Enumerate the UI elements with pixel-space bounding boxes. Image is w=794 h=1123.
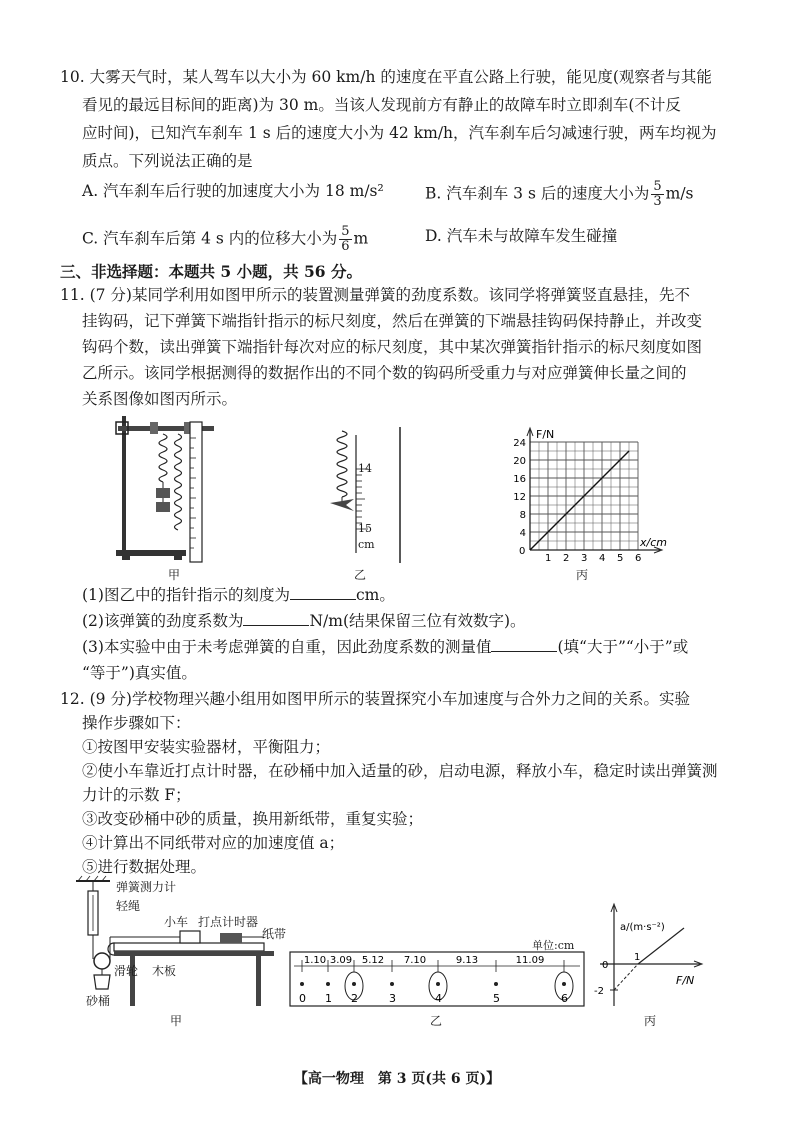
- q11-caption-jia: 甲: [168, 568, 181, 582]
- q10-line-3: 应时间)，已知汽车刹车 1 s 后的速度大小为 42 km/h，汽车刹车后匀减速行驶，两车均视为: [82, 124, 717, 142]
- q11-caption-bing: 丙: [576, 568, 589, 582]
- q12-label-tape: 纸带: [262, 927, 287, 941]
- y-tick-label: 16: [513, 474, 526, 485]
- tape-point-label: 5: [493, 992, 500, 1005]
- q11-line-4: 乙所示。该同学根据测得的数据作出的不同个数的钩码所受重力与对应弹簧伸长量之间的: [82, 364, 687, 382]
- tape-point-label: 0: [299, 992, 306, 1005]
- tape-dot-6: [562, 982, 566, 986]
- q12-step-5: ⑤进行数据处理。: [82, 858, 207, 876]
- q12-caption-bing: 丙: [644, 1014, 657, 1028]
- tape-dot-4: [436, 982, 440, 986]
- q11-sub-2: (2)该弹簧的劲度系数为 N/m(结果保留三位有效数字)。: [82, 612, 526, 630]
- q12-line-2: 操作步骤如下：: [82, 714, 191, 732]
- tape-point-label: 3: [389, 992, 396, 1005]
- y-tick-label: 20: [513, 456, 526, 467]
- page-footer: 【高一物理 第 3 页(共 6 页)】: [293, 1071, 501, 1087]
- q12-label-unit: 单位:cm: [532, 939, 575, 952]
- x-tick-label: 1: [545, 553, 552, 564]
- q11-chart-fx: [508, 418, 678, 568]
- q12-step-4: ④计算出不同纸带对应的加速度值 a；: [82, 834, 345, 852]
- chart-xlabel: x/cm: [640, 536, 667, 549]
- x-tick-label: 5: [617, 553, 624, 564]
- q12-step-2: ②使小车靠近打点计时器，在砂桶中加入适量的砂，启动电源，释放小车，稳定时读出弹簧测: [82, 762, 718, 780]
- q11-line-3: 钩码个数，读出弹簧下端指针每次对应的标尺刻度，其中某次弹簧指针指示的标尺刻度如图: [82, 338, 703, 356]
- af-ylabel: a/(m·s⁻²): [620, 922, 665, 933]
- q12-caption-jia: 甲: [170, 1014, 183, 1028]
- q10-option-a: A. 汽车刹车后行驶的加速度大小为 18 m/s²: [82, 182, 384, 200]
- chart-axes: [527, 428, 662, 553]
- x-tick-label: 3: [581, 553, 588, 564]
- y-tick-label: 12: [513, 492, 526, 503]
- chart-ylabel: F/N: [536, 428, 555, 441]
- answer-blank-2[interactable]: [243, 611, 309, 626]
- q12-label-timer: 打点计时器: [198, 915, 259, 929]
- q12-label-sand-bucket: 砂桶: [86, 994, 111, 1008]
- q12-step-1: ①按图甲安装实验器材，平衡阻力；: [82, 738, 331, 756]
- q10-line-1: 10. 大雾天气时，某人驾车以大小为 60 km/h 的速度在平直公路上行驶，能见度(观察者与其能: [60, 68, 712, 86]
- tape-dot-2: [352, 982, 356, 986]
- answer-blank-3[interactable]: [491, 637, 557, 652]
- chart-origin-label: 0: [519, 546, 526, 557]
- q12-figure-tape: [288, 950, 588, 1010]
- q12-line-1: 12. (9 分)学校物理兴趣小组用如图甲所示的装置探究小车加速度与合外力之间的关系。实验: [60, 690, 690, 708]
- q12-step-3: ③改变砂桶中砂的质量，换用新纸带，重复实验；: [82, 810, 424, 828]
- tape-point-label: 6: [561, 992, 568, 1005]
- af-one: 1: [634, 952, 641, 963]
- tape-segment-label: 9.13: [455, 955, 479, 966]
- q10-line-2: 看见的最远目标间的距离)为 30 m。当该人发现前方有静止的故障车时立即刹车(不计反: [82, 96, 681, 114]
- tape-dot-0: [300, 982, 304, 986]
- af-xlabel: F/N: [676, 974, 695, 987]
- q10-line-4: 质点。下列说法正确的是: [82, 152, 253, 170]
- q12-label-light-rope: 轻绳: [116, 899, 141, 913]
- q11-ruler-label-14: 14: [358, 462, 372, 475]
- q11-line-5: 关系图像如图丙所示。: [82, 390, 238, 408]
- q10-option-b: B. 汽车刹车 3 s 后的速度大小为 $\frac{5}{3}$ m/s: [425, 179, 694, 209]
- q12-label-cart: 小车: [164, 915, 189, 929]
- af-zero: 0: [602, 960, 609, 971]
- q12-caption-yi: 乙: [430, 1014, 443, 1028]
- q11-sub-3-cont: “等于”)真实值。: [82, 664, 197, 682]
- q10-option-d: D. 汽车未与故障车发生碰撞: [425, 227, 618, 245]
- tape-dot-3: [390, 982, 394, 986]
- q12-label-board: 木板: [152, 964, 177, 978]
- tape-point-label: 1: [325, 992, 332, 1005]
- tape-point-label: 2: [351, 992, 358, 1005]
- tape-segment-label: 3.09: [329, 955, 353, 966]
- q12-step-2-cont: 力计的示数 F；: [82, 786, 191, 804]
- q10-option-c: C. 汽车刹车后第 4 s 内的位移大小为 $\frac{5}{6}$ m: [82, 224, 369, 254]
- q12-label-spring-scale: 弹簧测力计: [116, 880, 177, 894]
- y-tick-label: 4: [519, 528, 526, 539]
- q11-sub-3: (3)本实验中由于未考虑弹簧的自重，因此劲度系数的测量值 (填“大于”“小于”或: [82, 638, 689, 656]
- y-tick-label: 8: [519, 510, 526, 521]
- af-line: [638, 928, 684, 964]
- x-tick-label: 6: [635, 553, 642, 564]
- q11-ruler-label-cm: cm: [358, 538, 375, 551]
- tape-segment-label: 5.12: [361, 955, 385, 966]
- answer-blank-1[interactable]: [290, 585, 356, 600]
- tape-dot-5: [494, 982, 498, 986]
- x-tick-label: 2: [563, 553, 570, 564]
- q11-caption-yi: 乙: [354, 568, 367, 582]
- series-line: [530, 451, 629, 550]
- x-tick-label: 4: [599, 553, 606, 564]
- q12-figure-af-graph: [592, 902, 712, 1012]
- q11-ruler-label-15: 15: [358, 522, 372, 535]
- tape-dot-1: [326, 982, 330, 986]
- y-tick-label: 24: [513, 438, 526, 449]
- tape-point-label: 4: [435, 992, 442, 1005]
- tape-segment-label: 7.10: [403, 955, 427, 966]
- af-dashed-extension: [614, 964, 638, 990]
- tape-segment-label: 1.10: [303, 955, 327, 966]
- q11-figure-stand: [108, 408, 218, 568]
- q12-label-pulley: 滑轮: [114, 964, 139, 978]
- q11-line-1: 11. (7 分)某同学利用如图甲所示的装置测量弹簧的劲度系数。该同学将弹簧竖直悬挂，先不: [60, 286, 690, 304]
- q11-line-2: 挂钩码，记下弹簧下端指针指示的标尺刻度，然后在弹簧的下端悬挂钩码保持静止，并改变: [82, 312, 703, 330]
- section-header: 三、非选择题：本题共 5 小题，共 56 分。: [60, 262, 362, 281]
- tape-segment-label: 11.09: [515, 955, 545, 966]
- af-neg-two: -2: [594, 986, 604, 997]
- q11-sub-1: (1)图乙中的指针指示的刻度为 cm。: [82, 586, 395, 604]
